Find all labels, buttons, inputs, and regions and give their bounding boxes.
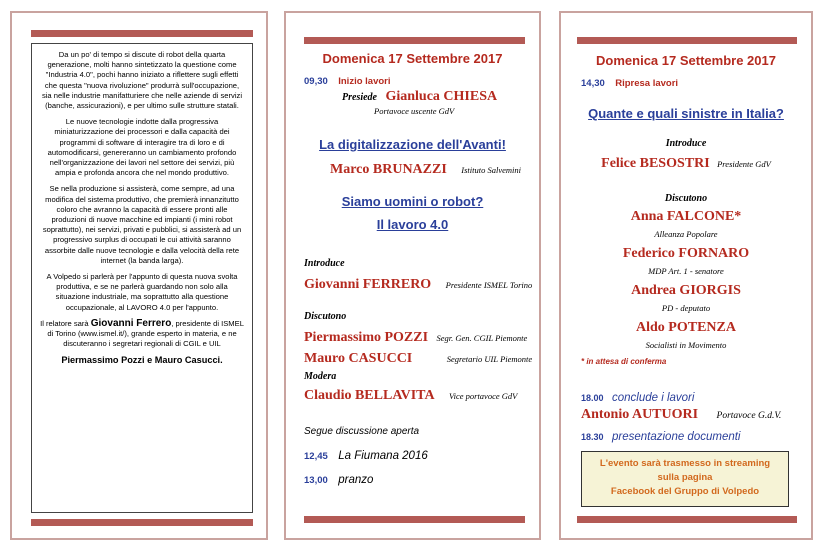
intro-text-box bbox=[31, 43, 253, 513]
stream-line-2: sulla pagina bbox=[657, 472, 713, 483]
disc1-role: Segr. Gen. CGIL Piemonte bbox=[436, 333, 528, 343]
discutono-label: Discutono bbox=[664, 193, 708, 204]
time-1245: 12,45 bbox=[304, 451, 328, 462]
presiede-label: Presiede bbox=[342, 92, 377, 103]
afternoon-program-panel bbox=[559, 11, 813, 540]
start-row bbox=[581, 73, 678, 91]
stream-line-3: Facebook del Gruppo di Volpedo bbox=[610, 486, 760, 497]
disc1-name: Piermassimo POZZI bbox=[304, 330, 429, 345]
disc1-row bbox=[304, 328, 527, 346]
closing-names: Piermassimo Pozzi e Mauro Casucci. bbox=[61, 355, 223, 366]
speaker1-row bbox=[330, 160, 521, 178]
presiede-name: Gianluca CHIESA bbox=[385, 89, 498, 104]
relatore-pre: Il relatore sarà bbox=[40, 318, 91, 328]
segue-note: Segue discussione aperta bbox=[304, 426, 420, 437]
bottom-divider bbox=[304, 516, 525, 523]
intro-name: Giovanni FERRERO bbox=[304, 277, 432, 292]
intro-name: Felice BESOSTRI bbox=[601, 156, 710, 171]
mod-role: Vice portavoce GdV bbox=[449, 391, 518, 401]
intro-role: Presidente GdV bbox=[717, 159, 771, 169]
topic-digitalizzazione: La digitalizzazione dell'Avanti! bbox=[319, 137, 506, 152]
topic-robot-line2: Il lavoro 4.0 bbox=[376, 217, 449, 232]
day-heading: Domenica 17 Settembre 2017 bbox=[596, 53, 776, 68]
time-1800: 18.00 bbox=[581, 393, 604, 403]
stream-line-1: L'evento sarà trasmesso in streaming bbox=[599, 458, 771, 469]
topic-sinistre: Quante e quali sinistre in Italia? bbox=[588, 106, 784, 121]
presiede-row bbox=[342, 87, 497, 105]
closer-role: Portavoce G.d.V. bbox=[716, 411, 782, 421]
time-1830: 18.30 bbox=[581, 432, 604, 442]
fiumana-label: La Fiumana 2016 bbox=[338, 450, 428, 462]
disc2-name: Mauro CASUCCI bbox=[304, 351, 413, 366]
speaker1-name: Marco BRUNAZZI bbox=[330, 162, 447, 177]
start-time: 14,30 bbox=[581, 78, 605, 89]
confirmation-note: * in attesa di conferma bbox=[581, 357, 667, 366]
pranzo-label: pranzo bbox=[338, 474, 374, 486]
morning-program-panel bbox=[284, 11, 541, 540]
mod-row bbox=[304, 386, 517, 404]
discutono-label: Discutono bbox=[304, 311, 347, 322]
relatore-paragraph bbox=[40, 319, 244, 350]
d3-name: Andrea GIORGIS bbox=[631, 283, 741, 298]
modera-label: Modera bbox=[304, 371, 337, 382]
intro-paragraph-1: Da un po' di tempo si discute di robot della quarta generazione, molti hanno sintetizzato la questione come "Industria 4.0", pochi hanno iniziato a riflettere sugli effetti che questa "nuova rivoluzione" produrrà sull'occupazione, sia nelle industrie manifatturiere che nelle aziende di servizi (banche, assicurazioni), e per ultimo sulle strutture statali. bbox=[41, 50, 243, 111]
start-label: Inizio lavori bbox=[338, 76, 391, 87]
d2-name: Federico FORNARO bbox=[622, 246, 750, 261]
top-divider bbox=[304, 37, 525, 44]
day-heading: Domenica 17 Settembre 2017 bbox=[322, 51, 503, 66]
introduce-label: Introduce bbox=[665, 138, 707, 149]
intro-panel bbox=[10, 11, 268, 540]
streaming-notice bbox=[581, 451, 789, 507]
closer-name: Antonio AUTUORI bbox=[581, 407, 699, 422]
start-time: 09,30 bbox=[304, 76, 328, 87]
d1-name: Anna FALCONE* bbox=[630, 209, 742, 224]
lunch-row-2 bbox=[304, 470, 373, 488]
documenti-row bbox=[581, 427, 740, 445]
lunch-row-1 bbox=[304, 446, 428, 464]
intro-paragraph-3: Se nella produzione si assisterà, come sempre, ad una modifica del sistema produttivo, che premierà innanzitutto coloro che avranno la capacità di essere pronti alle produzioni di nuove macchine ed impianti (i mini robot soprattutto), nei servizi, privati e pubblici, si assisterà ad un progressivo surplus di occupati le cui attività saranno assorbite dalle nuove tecnologie e dalla velocità della rete internet (la banda larga). bbox=[42, 184, 242, 265]
disc2-row bbox=[304, 349, 532, 367]
intro-row bbox=[561, 154, 811, 172]
relatore-name: Giovanni Ferrero bbox=[90, 317, 172, 329]
d4-role: Socialisti in Movimento bbox=[645, 340, 727, 350]
intro-paragraph-2: Le nuove tecnologie indotte dalla progressiva miniaturizzazione dei processori e dalla capacità dei programmi di software di interagire tra di loro e di automodificarsi, genereranno un cambiamento profondo nell'organizzazione dei lavori nel settore dei servizi, più ampia e profonda ancora che nel mondo produttivo. bbox=[47, 117, 237, 178]
topic-robot-line1: Siamo uomini o robot? bbox=[341, 194, 484, 209]
disc2-role: Segretario UIL Piemonte bbox=[446, 354, 533, 364]
intro-row bbox=[304, 275, 532, 293]
mod-name: Claudio BELLAVITA bbox=[304, 388, 435, 403]
speaker1-role: Istituto Salvemini bbox=[461, 165, 521, 175]
conclude-label: conclude i lavori bbox=[611, 392, 695, 404]
presiede-role: Portavoce uscente GdV bbox=[374, 106, 455, 116]
bottom-divider bbox=[577, 516, 797, 523]
time-1300: 13,00 bbox=[304, 475, 328, 486]
intro-paragraph-4: A Volpedo si parlerà per l'appunto di questa nuova svolta produttiva, e se ne parlerà guardando non solo alla situazione industriale, ma soprattutto alla questione occupazionale, al LAVORO 4.0 per l'appunto. bbox=[46, 272, 238, 312]
d3-role: PD - deputato bbox=[661, 303, 711, 313]
bottom-divider bbox=[31, 519, 253, 526]
documenti-label: presentazione documenti bbox=[611, 431, 741, 443]
relatore-post: , presidente di ISMEL di Torino (www.ismel.it/), grande esperto in materia, e ne discuteranno i segretari regionali di CGIL e UIL bbox=[47, 318, 244, 349]
d4-name: Aldo POTENZA bbox=[636, 320, 736, 335]
conclude-row bbox=[581, 388, 694, 406]
intro-role: Presidente ISMEL Torino bbox=[445, 280, 533, 290]
start-label: Ripresa lavori bbox=[615, 78, 679, 89]
introduce-label: Introduce bbox=[304, 258, 345, 269]
closer-row bbox=[581, 405, 781, 423]
d1-role: Alleanza Popolare bbox=[654, 229, 718, 239]
top-divider bbox=[577, 37, 797, 44]
top-divider bbox=[31, 30, 253, 37]
d2-role: MDP Art. 1 - senatore bbox=[648, 266, 724, 276]
